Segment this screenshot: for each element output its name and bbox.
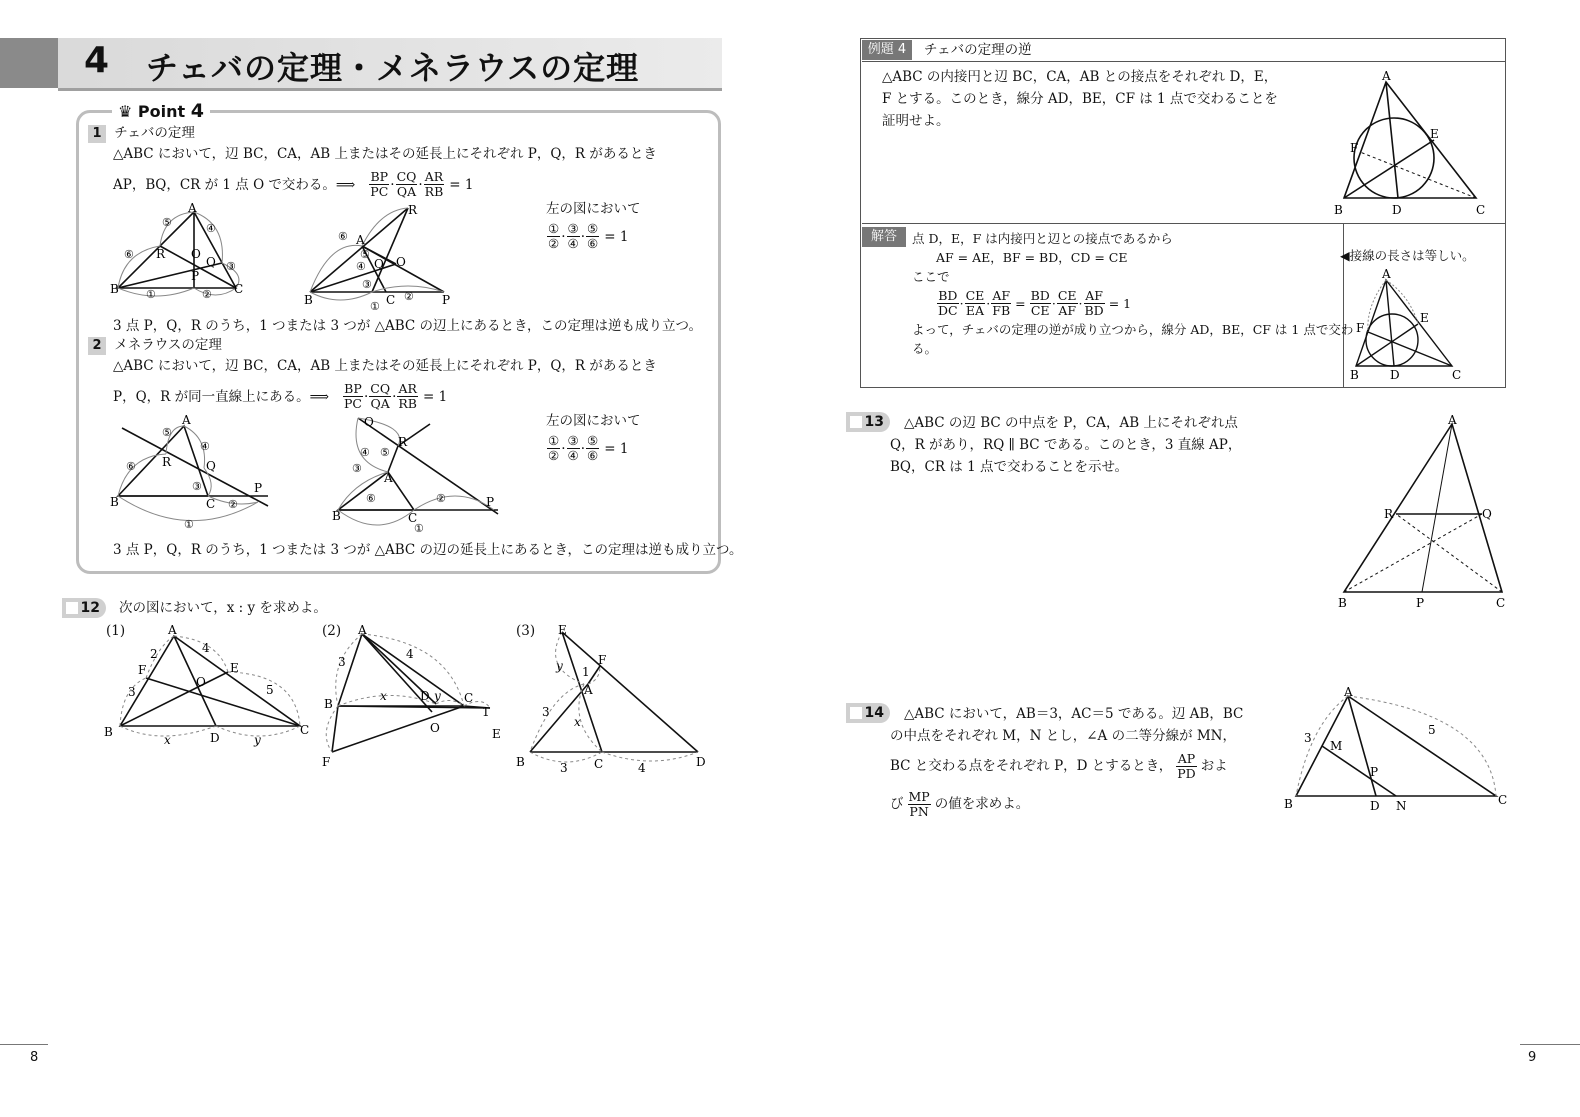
svg-text:C: C bbox=[408, 511, 418, 525]
problem-13-text: △ABC の辺 BC の中点を P，CA，AB 上にそれぞれ点 Q，R があり，RQ ∥ BC である。このとき，3 直線 AP， BQ，CR は 1 点で交わることを示せ。 bbox=[890, 415, 1242, 475]
page-title: チェバの定理・メネラウスの定理 bbox=[146, 49, 640, 87]
svg-text:5: 5 bbox=[266, 683, 274, 697]
svg-text:C: C bbox=[234, 282, 244, 296]
menelaus-note-heading: 左の図において bbox=[546, 413, 641, 429]
ceva-note-formula: $\frac{\text{①}}{\text{②}}$ · $\frac{\text{③}}{\text{④}}$ · $\frac{\text{⑤}}{\text{⑥}}$ = 1 bbox=[548, 221, 629, 251]
svg-text:R: R bbox=[162, 455, 172, 469]
svg-text:M: M bbox=[1330, 739, 1343, 753]
svg-text:C: C bbox=[1476, 203, 1486, 217]
svg-text:⑤: ⑤ bbox=[162, 426, 172, 439]
svg-text:P: P bbox=[254, 481, 263, 495]
svg-text:⑥: ⑥ bbox=[124, 248, 134, 261]
svg-text:N: N bbox=[1396, 799, 1407, 813]
svg-text:3: 3 bbox=[560, 761, 568, 774]
page-number-right: 9 bbox=[1528, 1050, 1537, 1065]
svg-text:F: F bbox=[322, 755, 331, 769]
svg-text:D: D bbox=[420, 689, 430, 703]
svg-text:D: D bbox=[210, 731, 220, 745]
svg-text:y: y bbox=[434, 689, 441, 703]
svg-text:E: E bbox=[558, 623, 567, 637]
svg-text:F: F bbox=[1350, 141, 1359, 155]
svg-text:P: P bbox=[1370, 765, 1379, 779]
svg-text:x: x bbox=[164, 733, 171, 747]
svg-text:R: R bbox=[408, 203, 418, 217]
svg-text:B: B bbox=[1334, 203, 1343, 217]
ceva-figure-2 bbox=[300, 200, 460, 310]
svg-text:F: F bbox=[138, 663, 147, 677]
svg-text:A: A bbox=[182, 413, 191, 427]
svg-text:A: A bbox=[1382, 267, 1391, 281]
problem-14-number: 14 bbox=[846, 703, 890, 723]
svg-text:x: x bbox=[574, 715, 581, 729]
svg-text:B: B bbox=[516, 755, 525, 769]
menelaus-heading: 2 メネラウスの定理 bbox=[88, 335, 222, 355]
svg-text:①: ① bbox=[414, 522, 424, 535]
svg-text:B: B bbox=[1284, 797, 1293, 811]
svg-text:C: C bbox=[1498, 793, 1508, 807]
title-tab bbox=[0, 38, 58, 88]
answer-side-note: ◀接線の長さは等しい。 bbox=[1340, 248, 1475, 263]
svg-text:C: C bbox=[594, 757, 604, 771]
svg-text:4: 4 bbox=[406, 647, 414, 661]
svg-text:2: 2 bbox=[150, 647, 158, 661]
svg-text:y: y bbox=[556, 659, 563, 673]
svg-text:⑤: ⑤ bbox=[380, 446, 390, 459]
svg-text:P: P bbox=[1416, 596, 1425, 610]
svg-text:O: O bbox=[191, 247, 201, 261]
svg-text:C: C bbox=[1452, 368, 1462, 382]
svg-text:E: E bbox=[1430, 127, 1439, 141]
svg-text:A: A bbox=[584, 683, 593, 697]
svg-text:D: D bbox=[696, 755, 706, 769]
svg-text:F: F bbox=[598, 653, 607, 667]
section-number: 4 bbox=[84, 40, 110, 81]
svg-text:O: O bbox=[396, 255, 406, 269]
menelaus-figure-1 bbox=[108, 412, 276, 532]
svg-text:B: B bbox=[324, 697, 333, 711]
svg-text:E: E bbox=[492, 727, 501, 741]
svg-text:B: B bbox=[304, 293, 313, 307]
svg-text:R: R bbox=[398, 435, 408, 449]
answer-body: 点 D，E，F は内接円と辺との接点であるから AF = AE，BF = BD，CD = CE ここで $\frac{BD}{DC}$ · $\frac{CE}{EA}$ · $\frac{AF}{FB}$ = $\frac{BD}{CE}$ · $\frac{CE}{AF}$ · $\frac{AF}{BD}$ = 1 よって，チェバの定理の逆が成り立つから，線分 AD，BE，CF は 1 点で交わ る。 bbox=[912, 231, 1354, 356]
svg-text:②: ② bbox=[436, 492, 446, 505]
svg-text:①: ① bbox=[370, 300, 380, 310]
problem-13-number: 13 bbox=[846, 412, 890, 432]
svg-text:C: C bbox=[464, 691, 474, 705]
svg-text:④: ④ bbox=[206, 222, 216, 235]
svg-text:⑥: ⑥ bbox=[366, 492, 376, 505]
menelaus-footer: 3 点 P，Q，R のうち，1 つまたは 3 つが △ABC の辺の延長上にあるとき，この定理は逆も成り立つ。 bbox=[113, 542, 743, 558]
svg-text:③: ③ bbox=[362, 278, 372, 291]
answer-figure bbox=[1346, 266, 1472, 386]
svg-text:B: B bbox=[1350, 368, 1359, 382]
svg-text:C: C bbox=[1496, 596, 1506, 610]
svg-text:①: ① bbox=[146, 288, 156, 301]
problem-14-text: △ABC において，AB＝3，AC＝5 である。辺 AB，BC の中点をそれぞれ M，N とし，∠A の二等分線が MN， BC と交わる点をそれぞれ P，D とするとき， $\frac{AP}{PD}$ およ び $\frac{MP}{PN}$ の値を求めよ。 bbox=[890, 706, 1244, 819]
svg-text:3: 3 bbox=[338, 655, 346, 669]
menelaus-figure-2 bbox=[328, 412, 504, 536]
svg-text:D: D bbox=[1390, 368, 1400, 382]
page-rule-right bbox=[1520, 1044, 1580, 1045]
problem-12-sub3: (3) bbox=[516, 623, 536, 639]
ceva-figure-1 bbox=[108, 200, 248, 305]
svg-text:D: D bbox=[1392, 203, 1402, 217]
svg-text:B: B bbox=[110, 282, 119, 296]
problem-12-sub1: (1) bbox=[106, 623, 126, 639]
svg-text:A: A bbox=[1382, 69, 1391, 83]
ceva-heading: 1 チェバの定理 bbox=[88, 123, 195, 143]
example-divider bbox=[862, 61, 1505, 62]
svg-text:④: ④ bbox=[360, 446, 370, 459]
example-label: 例題 4 bbox=[862, 40, 912, 60]
page-number-left: 8 bbox=[30, 1050, 39, 1065]
svg-text:R: R bbox=[1384, 507, 1394, 521]
svg-text:⑥: ⑥ bbox=[338, 230, 348, 243]
svg-text:E: E bbox=[1420, 311, 1429, 325]
ceva-note-heading: 左の図において bbox=[546, 201, 641, 217]
svg-text:Q: Q bbox=[364, 415, 374, 429]
svg-text:O: O bbox=[196, 675, 206, 689]
svg-text:B: B bbox=[104, 725, 113, 739]
svg-text:D: D bbox=[1370, 799, 1380, 813]
svg-text:A: A bbox=[168, 623, 177, 637]
p13-figure bbox=[1330, 412, 1510, 614]
answer-label: 解答 bbox=[862, 227, 906, 247]
svg-text:⑤: ⑤ bbox=[162, 216, 172, 229]
svg-text:C: C bbox=[386, 293, 396, 307]
svg-text:x: x bbox=[380, 689, 387, 703]
svg-text:E: E bbox=[230, 661, 239, 675]
ceva-line2: AP，BQ，CR が 1 点 O で交わる。⟹ $\frac{BP}{PC}$ · $\frac{CQ}{QA}$ · $\frac{AR}{RB}$ = 1 bbox=[113, 169, 474, 199]
problem-12-number: 12 bbox=[62, 598, 106, 618]
svg-text:4: 4 bbox=[202, 641, 210, 655]
svg-text:③: ③ bbox=[226, 260, 236, 273]
svg-text:Q: Q bbox=[206, 459, 216, 473]
svg-text:②: ② bbox=[404, 290, 414, 303]
svg-text:3: 3 bbox=[128, 685, 136, 699]
point-label: ♛ Point 4 bbox=[112, 100, 210, 122]
menelaus-line1: △ABC において，辺 BC，CA，AB 上またはその延長上にそれぞれ P，Q，R があるとき bbox=[113, 358, 657, 374]
svg-text:A: A bbox=[384, 471, 393, 485]
problem-12-sub2: (2) bbox=[322, 623, 342, 639]
answer-divider bbox=[862, 223, 1505, 224]
ceva-footer: 3 点 P，Q，R のうち，1 つまたは 3 つが △ABC の辺上にあるとき，この定理は逆も成り立つ。 bbox=[113, 318, 702, 334]
svg-text:P: P bbox=[442, 293, 451, 307]
svg-text:A: A bbox=[1344, 685, 1353, 699]
svg-text:1: 1 bbox=[482, 705, 490, 719]
menelaus-line2: P，Q，R が同一直線上にある。⟹ $\frac{BP}{PC}$ · $\frac{CQ}{QA}$ · $\frac{AR}{RB}$ = 1 bbox=[113, 381, 448, 411]
svg-text:3: 3 bbox=[542, 705, 550, 719]
crown-icon: ♛ bbox=[118, 102, 133, 121]
svg-text:F: F bbox=[1356, 321, 1365, 335]
svg-text:O: O bbox=[430, 721, 440, 735]
svg-text:B: B bbox=[1338, 596, 1347, 610]
example-problem: △ABC の内接円と辺 BC，CA，AB との接点をそれぞれ D，E， F とする。このとき，線分 AD，BE，CF は 1 点で交わることを 証明せよ。 bbox=[882, 69, 1278, 129]
svg-text:①: ① bbox=[184, 518, 194, 531]
svg-text:⑤: ⑤ bbox=[360, 248, 370, 261]
ceva-line1: △ABC において，辺 BC，CA，AB 上またはその延長上にそれぞれ P，Q，R があるとき bbox=[113, 146, 657, 162]
p12-figure-2 bbox=[318, 622, 508, 772]
svg-text:Q: Q bbox=[1482, 507, 1492, 521]
svg-text:A: A bbox=[358, 623, 367, 637]
svg-text:y: y bbox=[254, 733, 261, 747]
svg-text:②: ② bbox=[228, 498, 238, 511]
example-figure bbox=[1330, 66, 1490, 221]
svg-text:Q: Q bbox=[374, 257, 384, 271]
p12-figure-1 bbox=[100, 622, 315, 750]
svg-text:C: C bbox=[300, 723, 310, 737]
svg-text:A: A bbox=[1448, 413, 1457, 427]
svg-text:②: ② bbox=[202, 288, 212, 301]
p12-figure-3 bbox=[512, 622, 712, 774]
svg-text:Q: Q bbox=[206, 255, 216, 269]
example-heading: チェバの定理の逆 bbox=[924, 42, 1032, 58]
problem-12-text: 次の図において，x : y を求めよ。 bbox=[119, 600, 327, 616]
svg-text:P: P bbox=[486, 495, 495, 509]
svg-text:④: ④ bbox=[200, 440, 210, 453]
svg-text:B: B bbox=[332, 509, 341, 523]
svg-text:5: 5 bbox=[1428, 723, 1436, 737]
svg-text:P: P bbox=[191, 269, 200, 283]
svg-text:1: 1 bbox=[582, 665, 590, 679]
svg-text:③: ③ bbox=[192, 480, 202, 493]
svg-text:4: 4 bbox=[638, 761, 646, 774]
svg-text:C: C bbox=[206, 497, 216, 511]
menelaus-note-formula: $\frac{\text{①}}{\text{②}}$ · $\frac{\text{③}}{\text{④}}$ · $\frac{\text{⑤}}{\text{⑥}}$ = 1 bbox=[548, 433, 629, 463]
svg-text:3: 3 bbox=[1304, 731, 1312, 745]
svg-text:A: A bbox=[356, 233, 365, 247]
p14-figure bbox=[1280, 684, 1520, 814]
svg-text:④: ④ bbox=[356, 260, 366, 273]
page-rule-left bbox=[0, 1044, 48, 1045]
svg-text:B: B bbox=[110, 495, 119, 509]
svg-text:③: ③ bbox=[352, 462, 362, 475]
svg-text:R: R bbox=[156, 247, 166, 261]
svg-text:A: A bbox=[188, 201, 197, 215]
svg-text:⑥: ⑥ bbox=[126, 460, 136, 473]
